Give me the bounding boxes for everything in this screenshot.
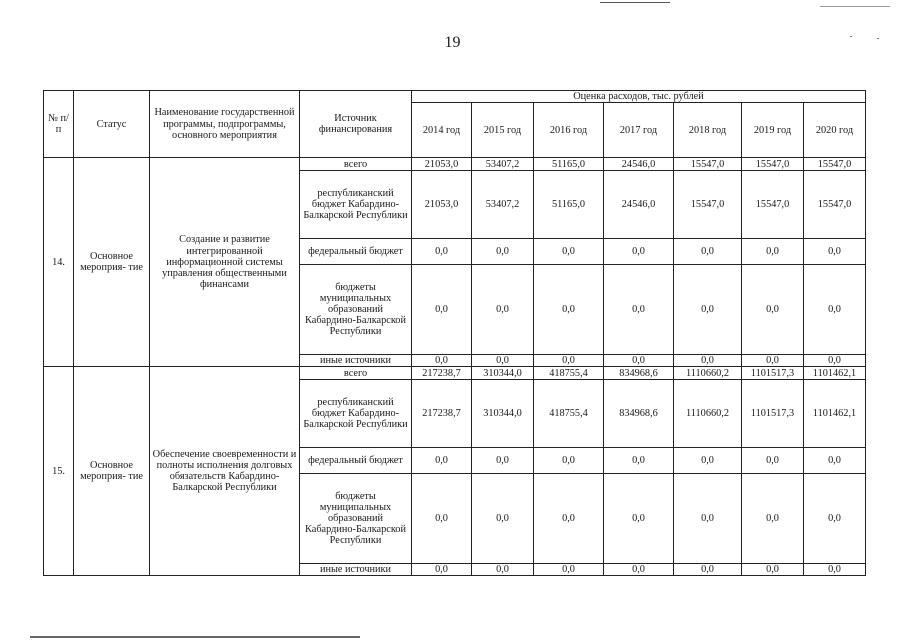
amount-cell: 217238,7 [412, 380, 472, 448]
amount-cell: 0,0 [674, 355, 742, 367]
amount-cell: 0,0 [674, 265, 742, 355]
amount-cell: 15547,0 [674, 171, 742, 239]
expenditure-table [43, 90, 866, 576]
amount-cell: 0,0 [804, 355, 866, 367]
amount-cell: 0,0 [674, 474, 742, 564]
amount-cell: 0,0 [742, 355, 804, 367]
funding-source: всего [300, 367, 412, 380]
amount-cell: 51165,0 [534, 158, 604, 171]
funding-source: республиканский бюджет Кабардино-Балкарской Республики [300, 380, 412, 448]
scan-mark-top-right [820, 6, 890, 7]
amount-cell: 0,0 [742, 265, 804, 355]
amount-cell: 834968,6 [604, 380, 674, 448]
amount-cell: 53407,2 [472, 158, 534, 171]
amount-cell: 0,0 [472, 355, 534, 367]
amount-cell: 0,0 [534, 474, 604, 564]
funding-source: бюджеты муниципальных образований Кабардино-Балкарской Республики [300, 265, 412, 355]
amount-cell: 1110660,2 [674, 380, 742, 448]
header-year: 2018 год [674, 103, 742, 158]
row-name: Создание и развитие интегрированной информационной системы управления общественными финансами [150, 158, 300, 367]
amount-cell: 15547,0 [742, 158, 804, 171]
amount-cell: 15547,0 [804, 158, 866, 171]
amount-cell: 0,0 [804, 265, 866, 355]
amount-cell: 0,0 [534, 448, 604, 474]
amount-cell: 834968,6 [604, 367, 674, 380]
amount-cell: 51165,0 [534, 171, 604, 239]
amount-cell: 15547,0 [674, 158, 742, 171]
header-year: 2014 год [412, 103, 472, 158]
amount-cell: 0,0 [472, 564, 534, 576]
amount-cell: 0,0 [472, 474, 534, 564]
amount-cell: 217238,7 [412, 367, 472, 380]
row-status: Основное мероприя- тие [74, 367, 150, 576]
header-year: 2020 год [804, 103, 866, 158]
amount-cell: 310344,0 [472, 380, 534, 448]
funding-source: федеральный бюджет [300, 239, 412, 265]
funding-source: федеральный бюджет [300, 448, 412, 474]
amount-cell: 0,0 [534, 564, 604, 576]
amount-cell: 310344,0 [472, 367, 534, 380]
amount-cell: 1101462,1 [804, 367, 866, 380]
row-name: Обеспечение своевременности и полноты исполнения долговых обязательств Кабардино-Балкарской Республики [150, 367, 300, 576]
header-year: 2017 год [604, 103, 674, 158]
amount-cell: 0,0 [604, 564, 674, 576]
amount-cell: 0,0 [604, 355, 674, 367]
funding-source: республиканский бюджет Кабардино-Балкарской Республики [300, 171, 412, 239]
header-year: 2016 год [534, 103, 604, 158]
header-status: Статус [74, 91, 150, 158]
amount-cell: 418755,4 [534, 367, 604, 380]
amount-cell: 0,0 [742, 448, 804, 474]
amount-cell: 0,0 [534, 239, 604, 265]
amount-cell: 0,0 [412, 355, 472, 367]
amount-cell: 0,0 [804, 448, 866, 474]
header-name: Наименование государственной программы, подпрограммы, основного мероприятия [150, 91, 300, 158]
amount-cell: 21053,0 [412, 158, 472, 171]
amount-cell: 1101462,1 [804, 380, 866, 448]
header-num: № п/п [44, 91, 74, 158]
amount-cell: 0,0 [412, 564, 472, 576]
amount-cell: 0,0 [604, 265, 674, 355]
header-year: 2019 год [742, 103, 804, 158]
amount-cell: 1110660,2 [674, 367, 742, 380]
amount-cell: 0,0 [472, 265, 534, 355]
row-number: 15. [44, 367, 74, 576]
header-estimate: Оценка расходов, тыс. рублей [412, 91, 866, 103]
row-status: Основное мероприя- тие [74, 158, 150, 367]
amount-cell: 24546,0 [604, 158, 674, 171]
amount-cell: 0,0 [472, 448, 534, 474]
amount-cell: 0,0 [534, 355, 604, 367]
amount-cell: 24546,0 [604, 171, 674, 239]
amount-cell: 15547,0 [742, 171, 804, 239]
amount-cell: 0,0 [604, 474, 674, 564]
amount-cell: 0,0 [472, 239, 534, 265]
row-number: 14. [44, 158, 74, 367]
funding-source: иные источники [300, 355, 412, 367]
funding-source: всего [300, 158, 412, 171]
amount-cell: 0,0 [742, 239, 804, 265]
header-year: 2015 год [472, 103, 534, 158]
amount-cell: 0,0 [412, 239, 472, 265]
amount-cell: 0,0 [674, 564, 742, 576]
page-number: 19 [444, 34, 461, 51]
amount-cell: 0,0 [412, 265, 472, 355]
amount-cell: 15547,0 [804, 171, 866, 239]
amount-cell: 0,0 [604, 448, 674, 474]
amount-cell: 0,0 [674, 448, 742, 474]
amount-cell: 0,0 [742, 564, 804, 576]
amount-cell: 53407,2 [472, 171, 534, 239]
amount-cell: 0,0 [412, 448, 472, 474]
amount-cell: 0,0 [604, 239, 674, 265]
amount-cell: 0,0 [804, 564, 866, 576]
amount-cell: 21053,0 [412, 171, 472, 239]
table-row [44, 158, 866, 171]
funding-source: бюджеты муниципальных образований Кабардино-Балкарской Республики [300, 474, 412, 564]
amount-cell: 0,0 [804, 474, 866, 564]
funding-source: иные источники [300, 564, 412, 576]
amount-cell: 1101517,3 [742, 380, 804, 448]
amount-cell: 0,0 [742, 474, 804, 564]
header-source: Источник финансирования [300, 91, 412, 158]
table-row [44, 367, 866, 380]
scan-mark-bottom [30, 636, 360, 638]
amount-cell: 0,0 [534, 265, 604, 355]
amount-cell: 418755,4 [534, 380, 604, 448]
amount-cell: 0,0 [674, 239, 742, 265]
amount-cell: 0,0 [804, 239, 866, 265]
amount-cell: 1101517,3 [742, 367, 804, 380]
scan-mark-top [600, 2, 670, 3]
amount-cell: 0,0 [412, 474, 472, 564]
